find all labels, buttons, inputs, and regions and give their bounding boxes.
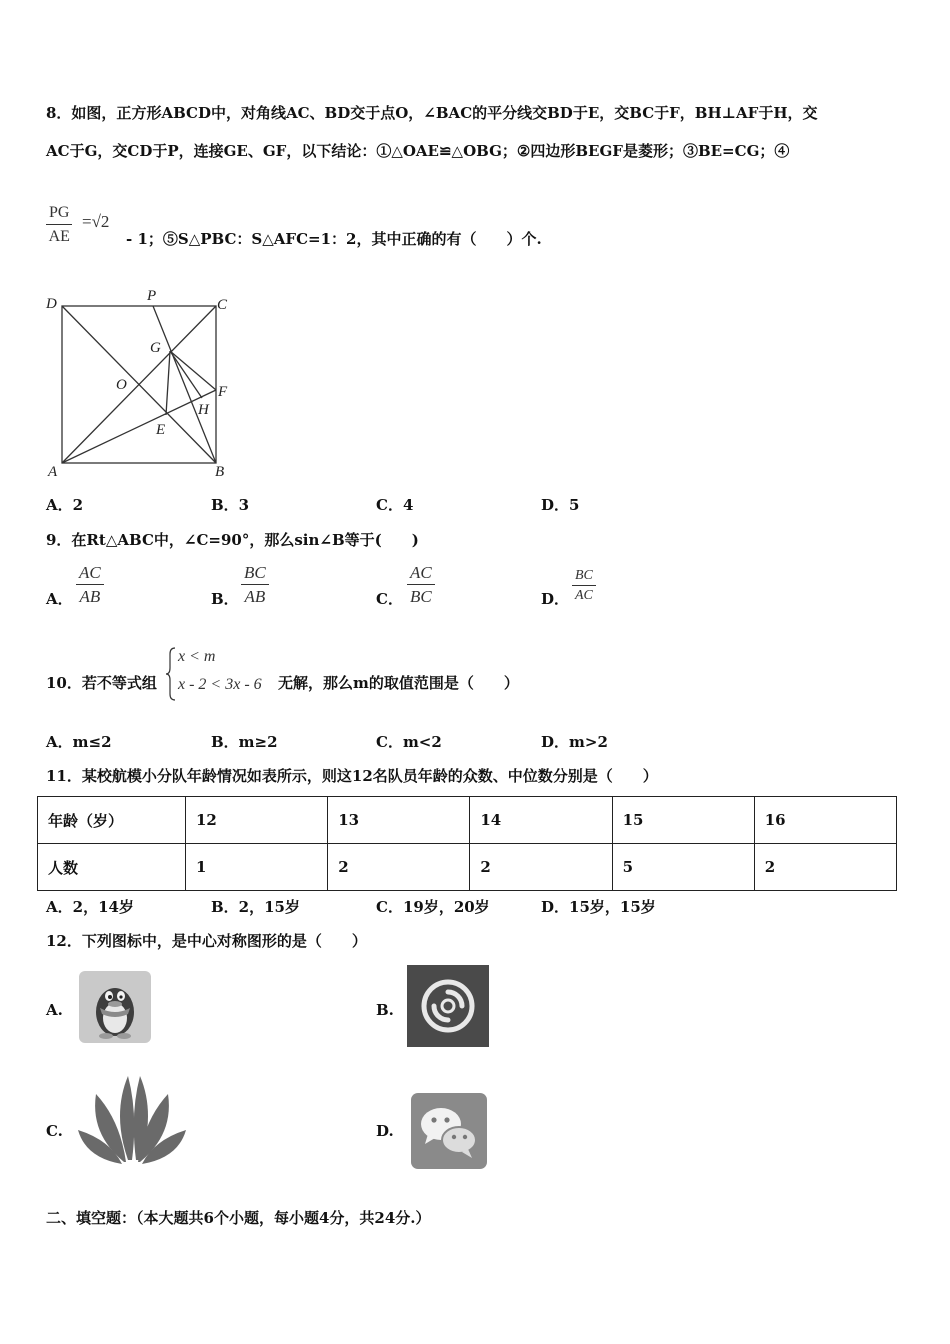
qq-penguin-icon[interactable]	[78, 970, 152, 1044]
q10-brace	[165, 646, 177, 702]
label-p: P	[147, 288, 157, 304]
q11-option-d[interactable]: D．15岁，15岁	[541, 898, 656, 916]
q9-a-den: AB	[79, 587, 101, 606]
q8-frac-den: AE	[48, 228, 70, 245]
q8-sqrt: =√2	[82, 212, 110, 231]
q9-option-d-label[interactable]: D．	[541, 590, 570, 608]
label-o: O	[116, 377, 127, 393]
label-d: D	[46, 296, 57, 312]
table-cell: 5	[612, 844, 754, 891]
q10-suffix: 无解，那么m的取值范围是（ ）	[278, 674, 519, 692]
q9-b-num: BC	[241, 562, 269, 585]
q8-line2: AC于G，交CD于P，连接GE、GF，以下结论：①△OAE≌△OBG；②四边形BEGF是菱形；③BE=CG；④	[46, 142, 790, 160]
q9-c-den: BC	[410, 587, 432, 606]
q9-c-num: AC	[407, 562, 435, 585]
table-row	[38, 797, 897, 844]
q8-option-a[interactable]: A．2	[46, 496, 84, 514]
q9-b-den: AB	[244, 587, 266, 606]
q11-option-a[interactable]: A．2，14岁	[46, 898, 134, 916]
table-cell: 2	[328, 844, 470, 891]
label-g: G	[150, 340, 161, 356]
q9-option-b-fraction[interactable]	[241, 562, 269, 609]
q10-option-c[interactable]: C．m<2	[376, 733, 442, 751]
q8-line3: - 1；⑤S△PBC：S△AFC=1：2，其中正确的有（ ）个.	[126, 230, 542, 248]
label-c: C	[217, 297, 228, 313]
table-cell: 2	[470, 844, 612, 891]
q8-option-c[interactable]: C．4	[376, 496, 414, 514]
q9-option-a-fraction[interactable]	[76, 562, 104, 609]
q9-stem: 9．在Rt△ABC中，∠C=90°，那么sin∠B等于( )	[46, 531, 419, 549]
q12-option-d-label[interactable]: D.	[376, 1122, 394, 1140]
q8-line1: 8．如图，正方形ABCD中，对角线AC、BD交于点O，∠BAC的平分线交BD于E，交BC于F，BH⊥AF于H，交	[46, 104, 818, 122]
q12-option-b-label[interactable]: B.	[376, 1001, 394, 1019]
table-cell: 1	[186, 844, 328, 891]
q8-option-b[interactable]: B．3	[211, 496, 250, 514]
q8-frac-num: PG	[46, 202, 72, 225]
table-cell: 14	[470, 797, 612, 844]
q9-option-d-fraction[interactable]	[572, 567, 596, 606]
q12-option-c-label[interactable]: C.	[46, 1122, 63, 1140]
q9-d-den: AC	[575, 588, 593, 603]
table-cell: 人数	[38, 844, 186, 891]
q8-geometry-figure	[40, 282, 240, 482]
label-e: E	[156, 422, 166, 438]
huawei-icon[interactable]	[76, 1074, 188, 1170]
q11-stem: 11．某校航模小分队年龄情况如表所示，则这12名队员年龄的众数、中位数分别是（ ）	[46, 767, 658, 785]
q12-stem: 12．下列图标中，是中心对称图形的是（ ）	[46, 932, 367, 950]
q9-option-b-label[interactable]: B．	[211, 590, 239, 608]
q8-fraction	[46, 202, 72, 249]
q10-option-a[interactable]: A．m≤2	[46, 733, 112, 751]
label-b: B	[215, 464, 225, 480]
q10-inequality-1: x < m	[178, 648, 216, 665]
label-a: A	[48, 464, 58, 480]
q11-option-c[interactable]: C．19岁，20岁	[376, 898, 490, 916]
label-h: H	[198, 402, 209, 418]
q9-option-a-label[interactable]: A．	[46, 590, 73, 608]
swirl-icon[interactable]	[406, 964, 490, 1048]
table-cell: 年龄（岁）	[38, 797, 186, 844]
q9-option-c-label[interactable]: C．	[376, 590, 403, 608]
q12-option-a-label[interactable]: A.	[46, 1001, 63, 1019]
q11-option-b[interactable]: B．2，15岁	[211, 898, 300, 916]
q8-option-d[interactable]: D．5	[541, 496, 580, 514]
section-2-heading: 二、填空题：（本大题共6个小题，每小题4分，共24分.）	[46, 1209, 431, 1227]
q10-prefix: 10．若不等式组	[46, 674, 157, 692]
table-cell: 15	[612, 797, 754, 844]
wechat-icon[interactable]	[410, 1092, 488, 1170]
q10-option-d[interactable]: D．m>2	[541, 733, 608, 751]
table-cell: 13	[328, 797, 470, 844]
label-f: F	[218, 384, 228, 400]
q9-option-c-fraction[interactable]	[407, 562, 435, 609]
table-row	[38, 844, 897, 891]
table-cell: 2	[754, 844, 896, 891]
q10-option-b[interactable]: B．m≥2	[211, 733, 278, 751]
q9-d-num: BC	[572, 567, 596, 586]
table-cell: 12	[186, 797, 328, 844]
age-table	[37, 796, 897, 891]
q9-a-num: AC	[76, 562, 104, 585]
table-cell: 16	[754, 797, 896, 844]
q10-inequality-2: x - 2 < 3x - 6	[178, 676, 262, 693]
